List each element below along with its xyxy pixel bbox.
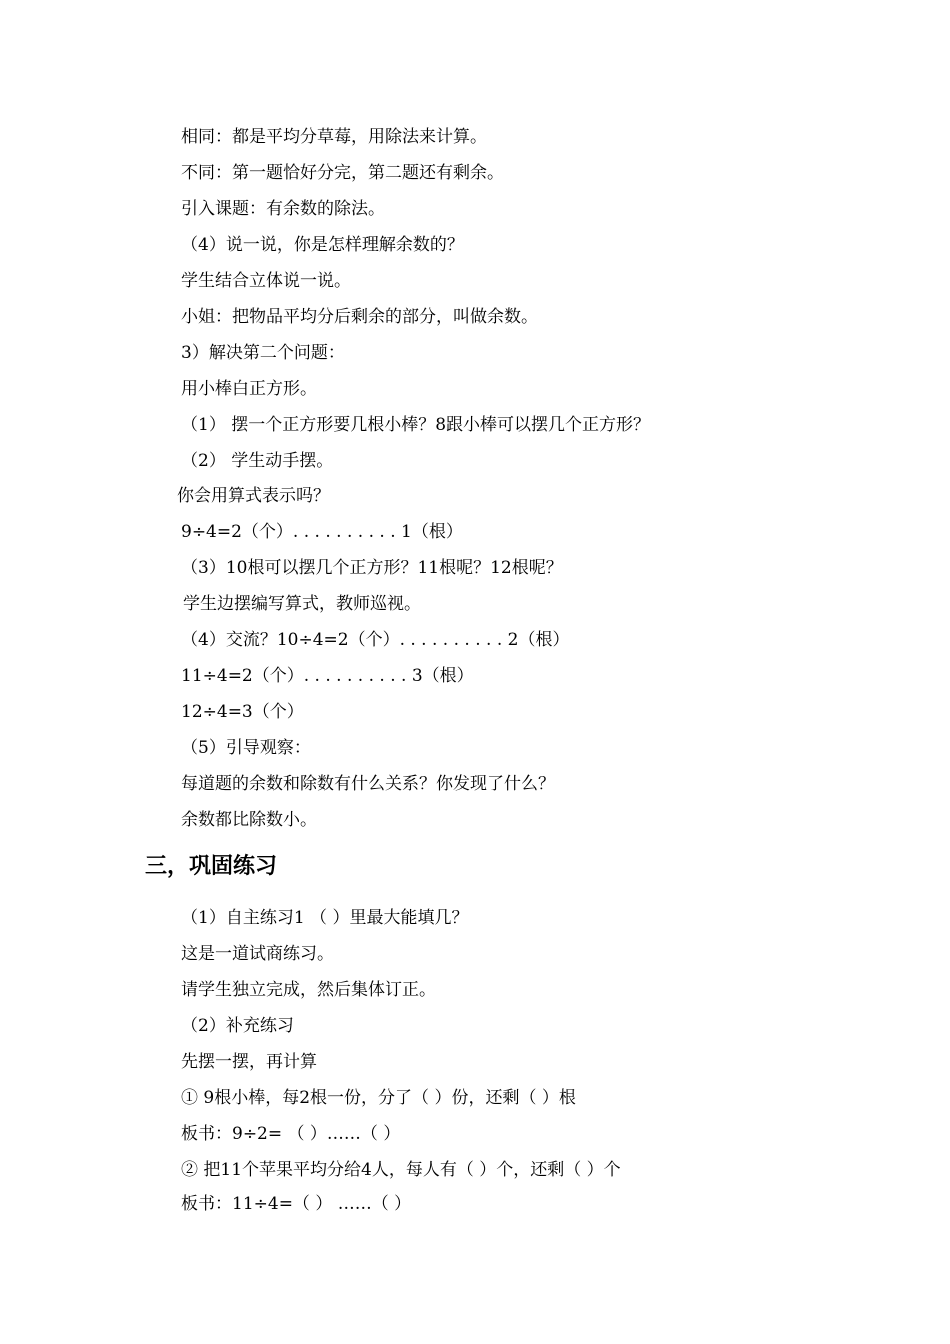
text-line-same: 相同：都是平均分草莓，用除法来计算。 (181, 127, 487, 147)
text-line-item-3: （3）10根可以摆几个正方形？11根呢？12根呢？ (181, 558, 563, 578)
text-line-board-9-div-2: 板书：9÷2= （ ）……（ ） (181, 1124, 401, 1144)
text-line-equation-11: 11÷4=2（个）. . . . . . . . . . 3（根） (181, 666, 474, 686)
text-line-students-write: 学生边摆编写算式，教师巡视。 (183, 594, 421, 614)
text-line-arrange-then-compute: 先摆一摆，再计算 (181, 1052, 317, 1072)
text-line-relationship-question: 每道题的余数和除数有什么关系？你发现了什么？ (181, 774, 555, 794)
text-line-exercise-circle-2: ② 把11个苹果平均分给4人，每人有（ ）个，还剩（ ）个 (181, 1160, 621, 1180)
text-line-board-11-div-4: 板书：11÷4=（ ） ……（ ） (181, 1194, 412, 1214)
text-line-expression-question: 你会用算式表示吗？ (177, 486, 330, 506)
text-line-conclusion: 余数都比除数小。 (181, 810, 317, 830)
text-line-item-4: （4）交流？10÷4=2（个）. . . . . . . . . . 2（根） (181, 630, 570, 650)
text-line-trial-quotient: 这是一道试商练习。 (181, 944, 334, 964)
text-line-sticks-square: 用小棒白正方形。 (181, 379, 317, 399)
text-line-item-5: （5）引导观察： (181, 738, 311, 758)
text-line-independent: 请学生独立完成，然后集体订正。 (181, 980, 436, 1000)
text-line-q4-remainder: （4）说一说，你是怎样理解余数的？ (181, 235, 464, 255)
text-line-item-1: （1） 摆一个正方形要几根小棒？8跟小棒可以摆几个正方形？ (181, 415, 651, 435)
text-line-practice-2: （2）补充练习 (181, 1016, 294, 1036)
section-heading-practice: 三，巩固练习 (145, 854, 278, 879)
text-line-equation-9: 9÷4=2（个）. . . . . . . . . . 1（根） (181, 522, 463, 542)
text-line-item-2: （2） 学生动手摆。 (181, 451, 334, 471)
text-line-equation-12: 12÷4=3（个） (181, 702, 304, 722)
text-line-different: 不同：第一题恰好分完，第二题还有剩余。 (181, 163, 504, 183)
text-line-practice-1: （1）自主练习1 （ ）里最大能填几？ (181, 908, 469, 928)
text-line-students-discuss: 学生结合立体说一说。 (181, 271, 351, 291)
text-line-definition: 小姐：把物品平均分后剩余的部分，叫做余数。 (181, 307, 538, 327)
text-line-topic: 引入课题：有余数的除法。 (181, 199, 385, 219)
text-line-problem-two: 3）解决第二个问题： (181, 343, 345, 363)
text-line-exercise-circle-1: ① 9根小棒，每2根一份，分了（ ）份，还剩（ ）根 (181, 1088, 576, 1108)
